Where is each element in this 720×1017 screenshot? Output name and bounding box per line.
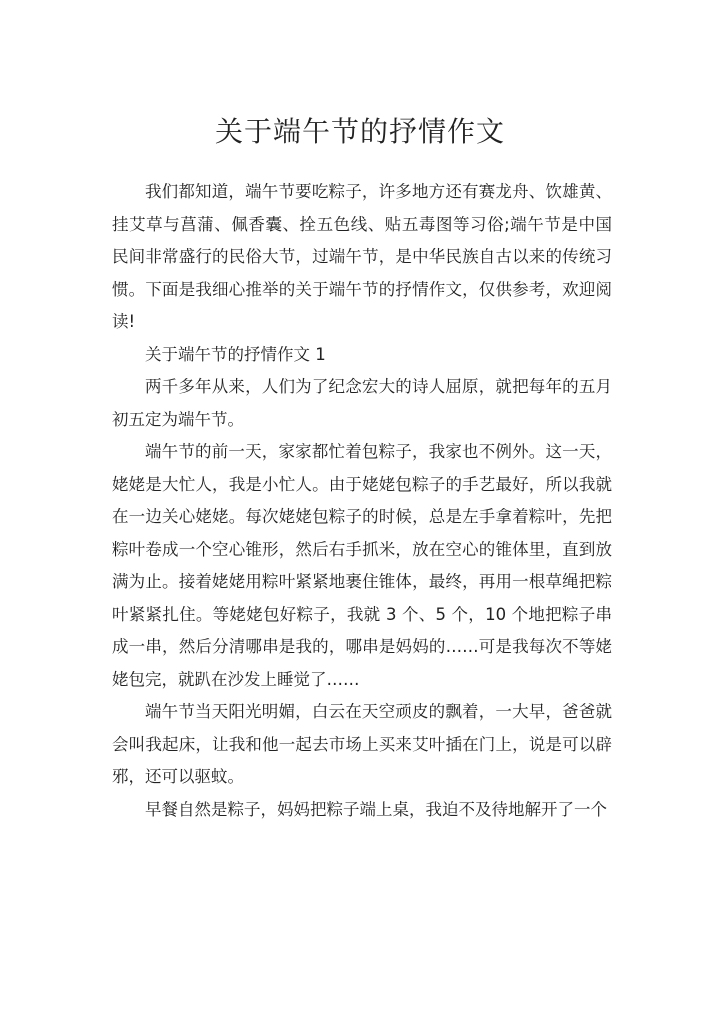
section-heading: 关于端午节的抒情作文 1 [145, 344, 326, 364]
document-title: 关于端午节的抒情作文 [214, 115, 505, 148]
body-paragraph: 端午节的前一天，家家都忙着包粽子，我家也不例外。这一天，姥姥是大忙人，我是小忙人。由于姥姥包粽子的手艺最好，所以我就在一边关心姥姥。每次姥姥包粽子的时候，总是左手拿着粽叶，先把粽叶卷成一个空心锥形，然后右手抓米，放在空心的锥体里，直到放满为止。接着姥姥用粽叶紧紧地裹住锥体，最终，再用一根草绳把粽叶紧紧扎住。等姥姥包好粽子，我就 3 个、5 个，10 个地把粽子串成一串，然后分清哪串是我的，哪串是妈妈的……可是我每次不等姥姥包完，就趴在沙发上睡觉了…… [112, 442, 612, 689]
document-body [112, 176, 612, 826]
intro-paragraph: 我们都知道，端午节要吃粽子，许多地方还有赛龙舟、饮雄黄、挂艾草与菖蒲、佩香囊、拴五色线、贴五毒图等习俗;端午节是中国民间非常盛行的民俗大节，过端午节，是中华民族自古以来的传统习惯。下面是我细心推举的关于端午节的抒情作文，仅供参考，欢迎阅读! [112, 182, 612, 331]
body-paragraph: 两千多年从来，人们为了纪念宏大的诗人屈原，就把每年的五月初五定为端午节。 [112, 377, 612, 429]
body-paragraph: 端午节当天阳光明媚，白云在天空顽皮的飘着，一大早，爸爸就会叫我起床，让我和他一起去市场上买来艾叶插在门上，说是可以辟邪，还可以驱蚊。 [112, 702, 612, 786]
body-paragraph: 早餐自然是粽子，妈妈把粽子端上桌，我迫不及待地解开了一个 [145, 799, 607, 819]
